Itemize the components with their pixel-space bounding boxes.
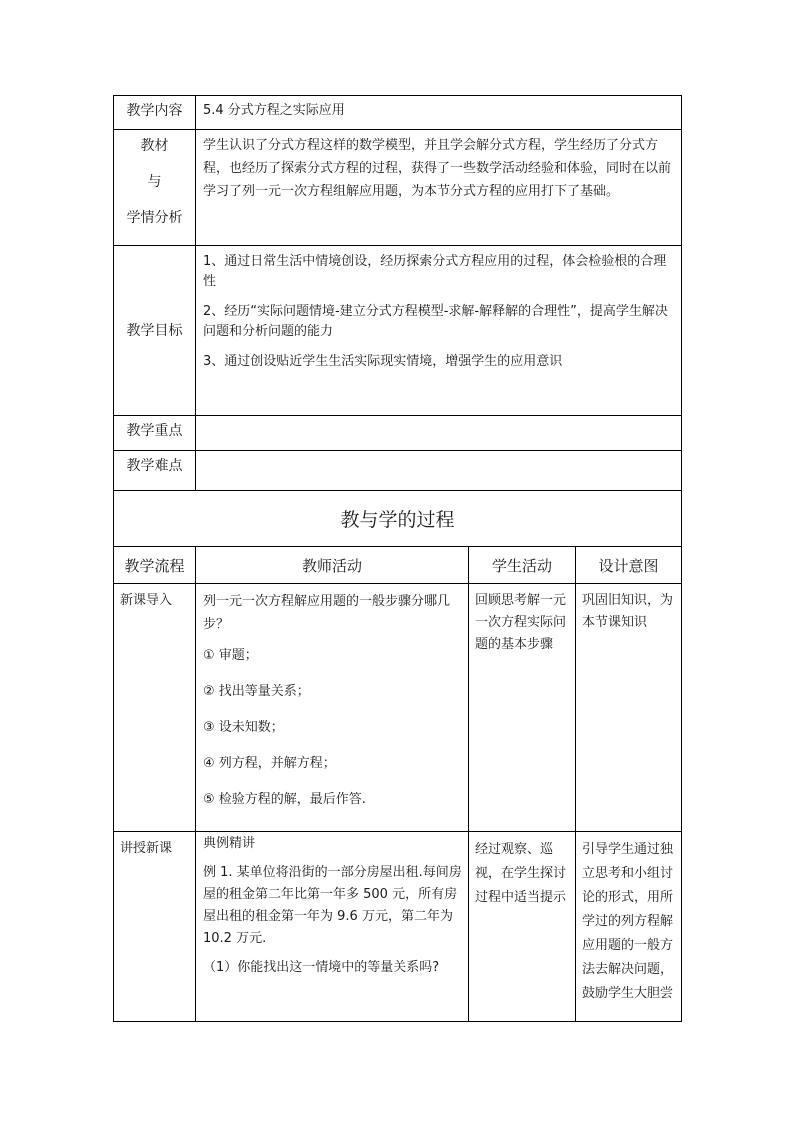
step-item: ⑤ 检验方程的解，最后作答. [203,792,366,807]
analysis-value: 学生认识了分式方程这样的数学模型，并且学会解分式方程，学生经历了分式方程，也经历了探索分式方程的过程，获得了一些数学活动经验和体验，同时在以前学习了列一元一次方程组解应用题，为本节分式方程的应用打下了基础。 [196,130,682,246]
example-text: 例 1. 某单位将沿街的一部分房屋出租.每间房屋的租金第二年比第一年多 500 元，所有房屋出租的租金第一年为 9.6 万元，第二年为 10.2 万元. [203,865,462,946]
stage-new-lesson: 讲授新课 [114,832,196,1022]
teacher-activity-new [196,832,469,1022]
example-question: （1）你能找出这一情境中的等量关系吗? [203,960,440,975]
design-intent-new: 引导学生通过独立思考和小组讨论的形式，用所学过的列方程解应用题的一般方法去解决问题，鼓励学生大胆尝 [576,832,682,1022]
content-label: 教学内容 [114,96,196,130]
key-label: 教学重点 [114,416,196,451]
step-item: ② 找出等量关系； [203,684,310,699]
goal-item: 2、经历“实际问题情境-建立分式方程模型-求解-解释解的合理性”，提高学生解决问题和分析问题的能力 [203,304,668,339]
key-value [196,416,682,451]
header-stage: 教学流程 [114,547,196,584]
content-value: 5.4 分式方程之实际应用 [196,96,682,130]
teacher-question: 列一元一次方程解应用题的一般步骤分哪几步？ [203,594,451,632]
goal-label: 教学目标 [114,246,196,416]
analysis-label-line-3: 学情分析 [126,210,183,226]
difficulty-label: 教学难点 [114,451,196,491]
goal-item: 3、通过创设贴近学生生活实际现实情境，增强学生的应用意识 [203,354,563,369]
analysis-label-line-2: 与 [147,174,162,190]
stage-intro: 新课导入 [114,584,196,832]
lesson-plan-table [113,95,682,1022]
student-activity-new: 经过观察、巡视，在学生探讨过程中适当提示 [469,832,576,1022]
difficulty-value [196,451,682,491]
example-heading: 典例精讲 [203,836,256,851]
header-student: 学生活动 [469,547,576,584]
goal-list [196,246,682,416]
step-item: ③ 设未知数； [203,720,284,735]
analysis-label [114,130,196,246]
teacher-activity-intro [196,584,469,832]
analysis-label-line-1: 教材 [140,138,169,154]
design-intent-intro: 巩固旧知识，为本节课知识 [576,584,682,832]
step-item: ① 审题； [203,648,258,663]
step-item: ④ 列方程，并解方程； [203,756,336,771]
goal-item: 1、通过日常生活中情境创设，经历探索分式方程应用的过程，体会检验根的合理性 [203,254,667,289]
process-title: 教与学的过程 [114,491,682,547]
header-teacher: 教师活动 [196,547,469,584]
header-intent: 设计意图 [576,547,682,584]
student-activity-intro: 回顾思考解一元一次方程实际问题的基本步骤 [469,584,576,832]
